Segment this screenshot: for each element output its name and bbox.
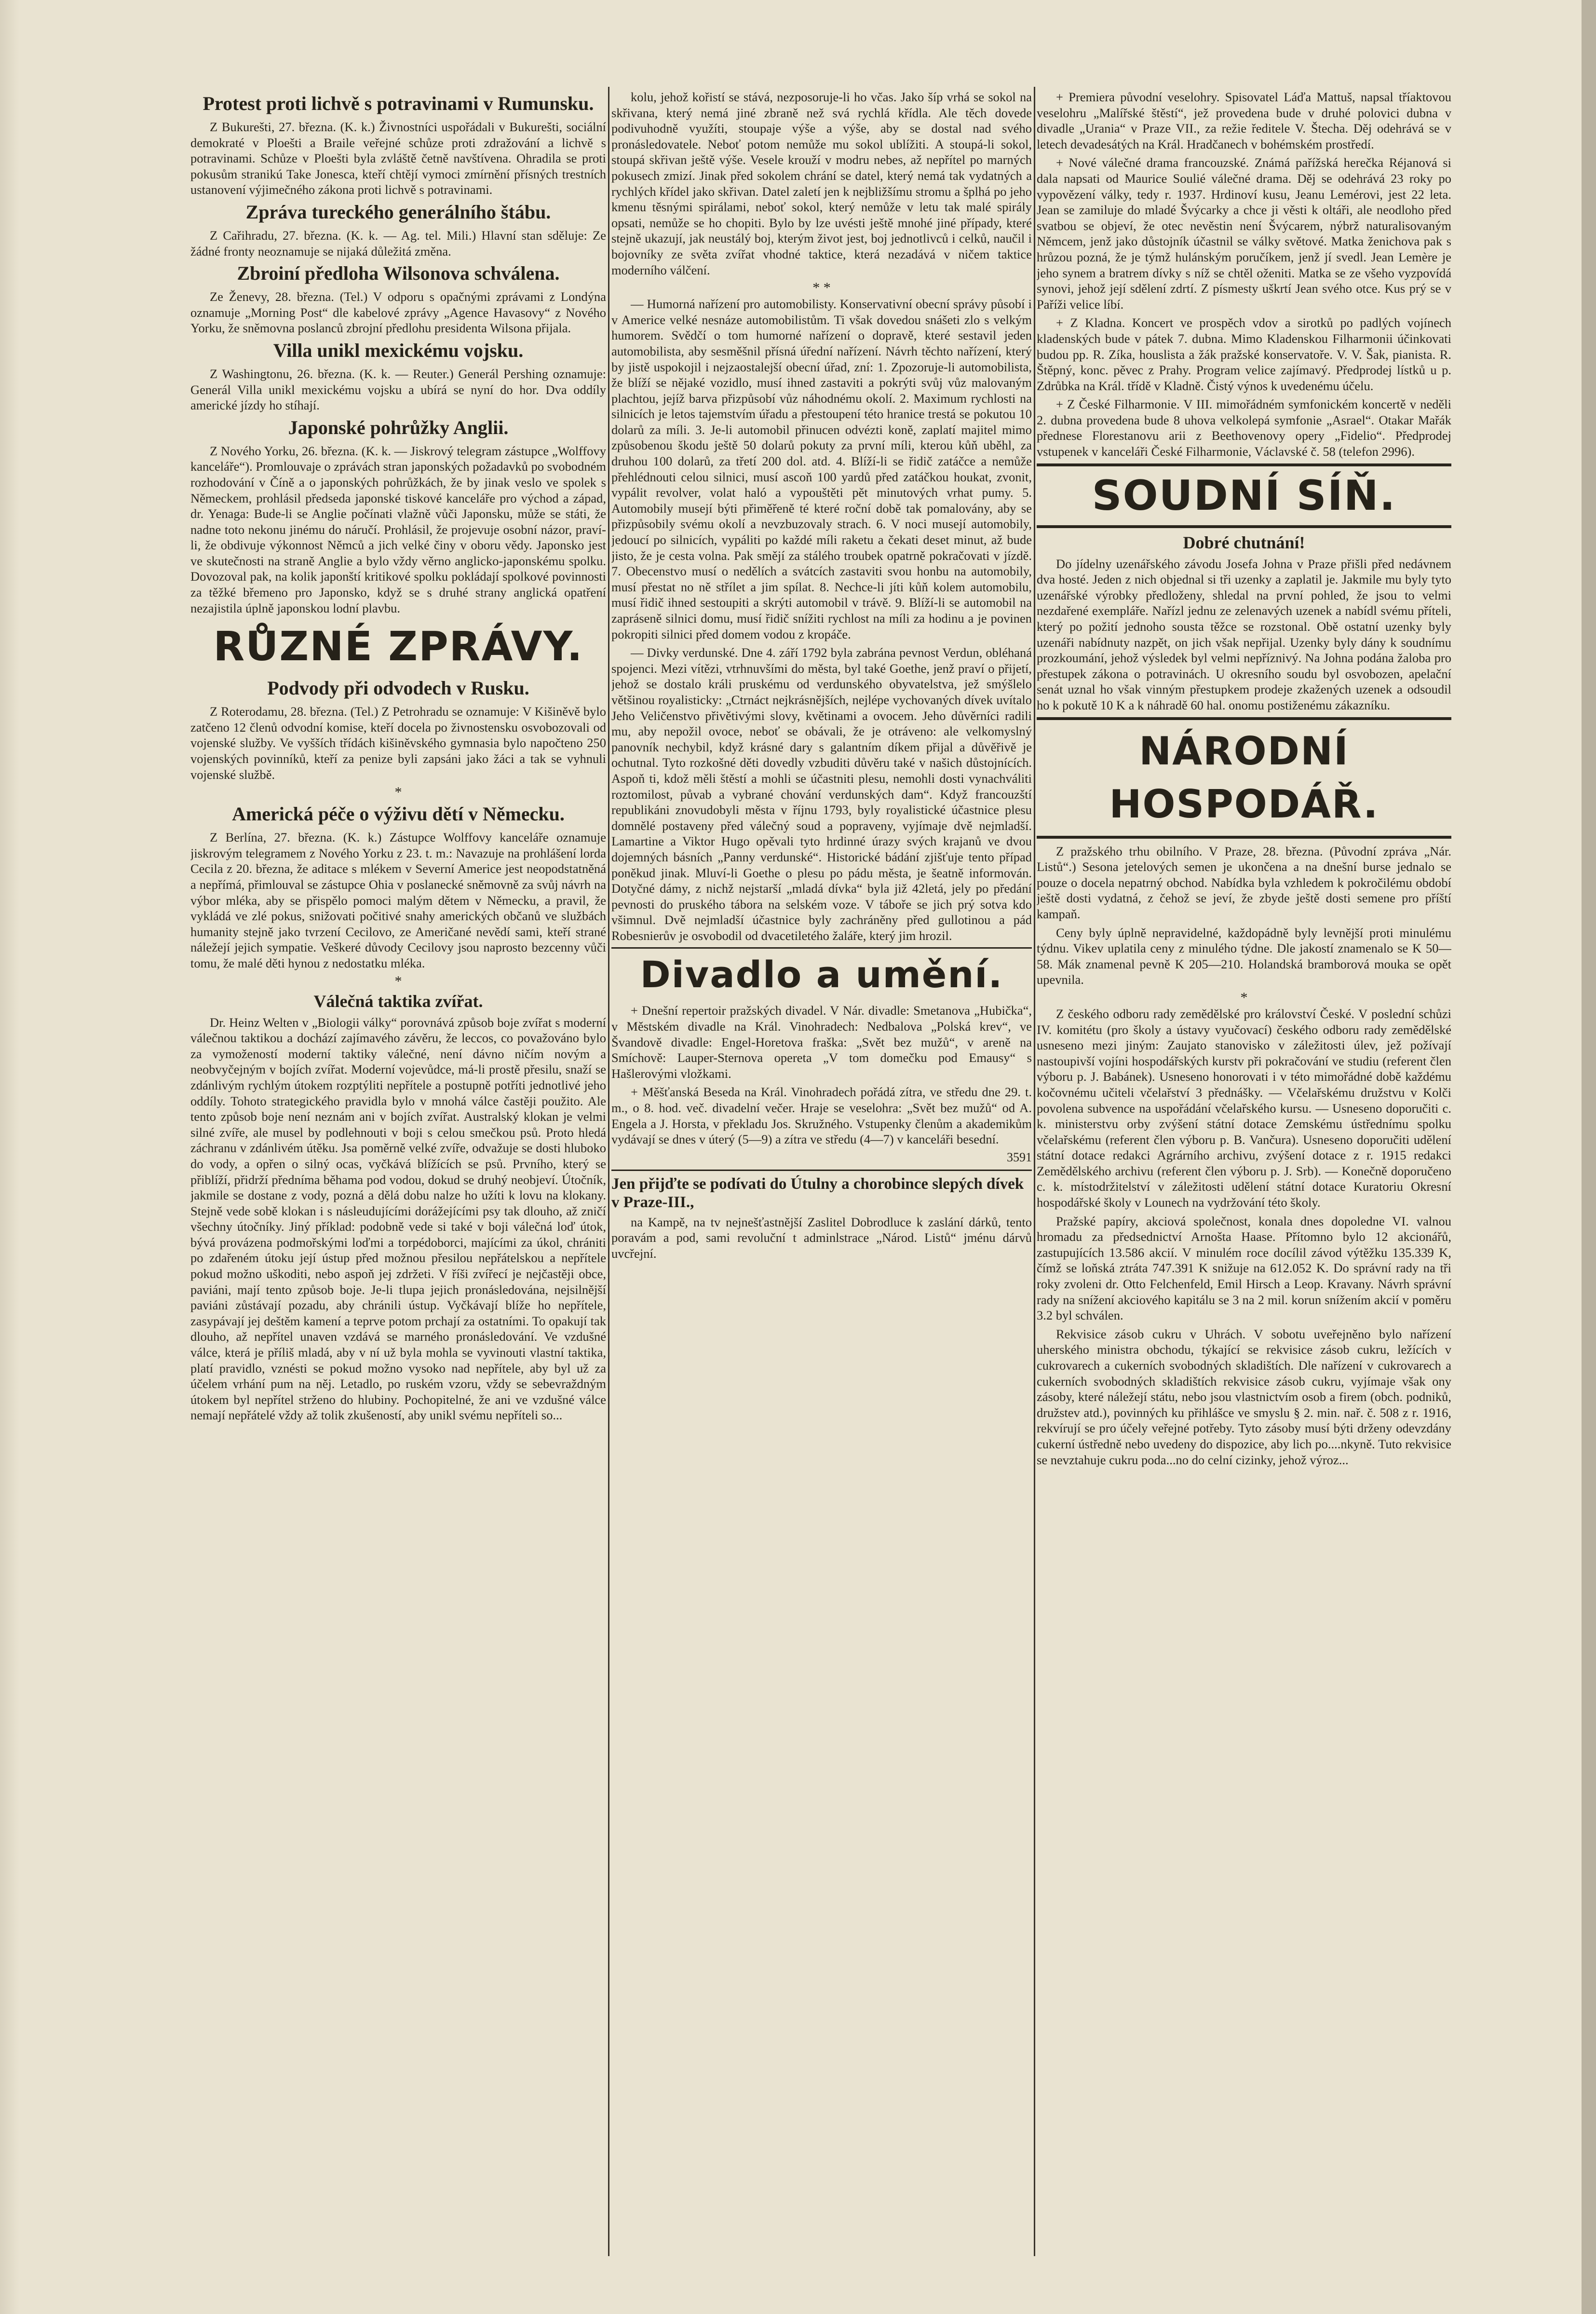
article-paragraph: Dr. Heinz Welten v „Biologii války“ porovnává způsob boje zvířat s moderní válečnou taktikou a dochází zajímavého závěru, že leccos, co považováno bylo za vymožeností moderní taktiky válečné, není dávno ničím novým a neobvyčejným v bojích zvířat. Moderní vojevůdce, má-li prostě přesilu, snaží se zdánlivým rychlým útokem rozptýliti nepřítele a postupně potříti jednotlivé jeho oddíly. Tohoto strategického pravidla bylo v mnohá válce častěji použito. Ale tento způsob boje není neznám ani v bojích zvířat. Australský klokan je velmi silné zvíře, ale musel by podlehnouti v boji s celou smečkou psů. Proto hledá záchranu v zdánlivém útěku. Jsa poměrně velké zvíře, odvažuje se dosti hluboko do vody, a opřen o silný ocas, vyčkává blížících se psů. Prvního, který se přiblíží, přidrží předníma běhama pod vodou, dokud se druhý neobjeví. Útočník, jakmile se dostane z vody, pozná a dělá dobu nalze ho užíti k lovu na klokany. Stejně vede sobě klokan i s násleudujícími dorážejícími psy tak dlouho, až zničí všechny útočníky. Jiný příklad: podobně vede si také v boji válečná loď útok, bývá provázena podmořskými loďmi a torpédoborci, majícími za úkol, chrániti po zdařeném útoku její ústup před možnou přesilou nepřátelskou a nepřítele pokud možno uškoditi, nebo aspoň jej zdržeti. V říši zvířecí je nejčastěji obce, paviáni, mají tento způsob boje. Je-li tlupa jejich pronásledována, nejsilnější paviáni zůstávají pozadu, aby chránili ústup. Vyčkávají blíže ho nepřítele, zasypávají jej deštěm kamení a teprve potom prchají za ostatními. To opakují tak dlouho, až nepřítel unaven vzdává se marného pronásledování. Ve vzdušné válce, která je příliš mladá, aby v ní už byla mohla se vyvinouti vlastní taktika, platí pravidlo, vznésti se pokud možno vysoko nad nepřítele, aby byl už za účelem vrhání pum na něj. Letadlo, po ruském vzoru, vždy se sebevraždným útokem byl nepřítel strženo do hlubiny. Pochopitelné, že ani ve vzdušné válce nemají nepřátelé vždy až tolik zkušeností, aby unikl svému nepříteli so... <box>190 1015 606 1423</box>
page-edge <box>1582 0 1596 2314</box>
article-paragraph: Z Bukurešti, 27. března. (K. k.) Živnostníci uspořádali v Bukurešti, sociální demokraté v Ploešti a Braile veřejné schůze proti zdražování a lichvě s potravinami. Schůze v Ploešti byla zvláště četně navštívena. Ohradila se proti pokusům stranikú Take Jonesca, kteří chtějí vymoci zmírnění přísných trestních ustanovení výjimečného zákona proti lichvě s potravinami. <box>190 120 606 197</box>
headline: Podvody při odvodech v Rusku. <box>267 677 529 699</box>
article-paragraph: + Z České Filharmonie. V III. mimořádném symfonickém koncertě v neděli 2. dubna provedena bude 8 uhova velkolepá symfonie „Asrael“. Otakar Mařák přednese Florestanovu arii z Beethovenovy opery „Fidelio“. Předprodej vstupenek v kanceláři České Filharmonie, Václavské č. 58 (telefon 2996). <box>1037 397 1451 459</box>
article-paragraph: Pražské papíry, akciová společnost, konala dnes dopoledne VI. valnou hromadu za předsednictví Arnošta Haase. Přítomno bylo 12 akcionářů, zastupujících 13.586 akcií. V minulém roce docílil závod výtěžku 135.339 K, čímž se loňská ztráta 747.391 K snižuje na 612.052 K. Do správní rady na tři roky zvoleni dr. Otto Felchenfeld, Emil Hirsch a Leop. Kravany. Návrh správní rady na snížení akciového kapitálu se 3 na 2 mil. korun snížením akcií v poměru 3.2 byl schválen. <box>1037 1213 1451 1323</box>
subheadline: Dobré chutnání! <box>1183 532 1305 552</box>
article-paragraph: + Z Kladna. Koncert ve prospěch vdov a sirotků po padlých vojínech kladenských bude v pátek 7. dubna. Mimo Kladenskou Filharmonii účinkovati budou pp. R. Zíka, houslista a žák pražské konservatoře. V. V. Šak, pianista. R. Štěpný, konc. pěvec z Prahy. Program velice zajímavý. Předprodej lístků u p. Zdrůbka na Král. třídě v Kladně. Čistý výnos k uvedenému účelu. <box>1037 315 1451 393</box>
article-paragraph: Z Washingtonu, 26. března. (K. k. — Reuter.) Generál Pershing oznamuje: Generál Villa unikl mexickému vojsku a ubírá se nyní do hor. Dva oddíly americké jízdy ho stíhají. <box>190 366 606 413</box>
article-paragraph: + Nové válečné drama francouzské. Známá pařížská herečka Réjanová si dala napsati od Maurice Soulié válečné drama. Děj se odehrává 23 roky po vypovězení války, tedy r. 1937. Hrdinoví kusu, Jeanu Lemérovi, jest 22 leta. Jean se zamiluje do mladé Švýcarky a chce ji věsti k oltáři, ale neodloho před svatbou se objeví, že otec nevěstin není Švýcarem, nýbrž naturalisovaným Němcem, jenž jako důstojník účastnil se války světové. Matka ženichova pak s hrůzou pozná, že je týmž hulánským poručíkem, jenž jí svedl. Jean Lemère je jeho synem a bratrem dívky s níž se chtěl oženiti. Matka se ze všeho vyzpovídá synovi, jehož její sdělení zdrtí. Z písmesty uškrtí Jean svého otce. Kus prý se v Paříži velice líbí. <box>1037 155 1451 312</box>
article-paragraph: Z českého odboru rady zemědělské pro království České. V poslední schůzi IV. komitétu (pro školy a ústavy vyučovací) českého odboru rady zemědělské usneseno mezi jiným: Zaujato stanovisko v záležitosti úlev, jež požívají nastoupivší vojíni hospodářských kurstv při pokračování ve studiu (referent člen výboru p. J. Babánek). Usneseno honorovati i v této mimořádné době každému kočovnému učiteli včelařství 3 přednášky. — Včelařskému družstvu v Kolči povolena subvence na uspořádání včelařského kursu. — Usneseno doporučiti c. k. ministerstvu orby zvýšení státní dotace Zemskému ústřednímu spolku včelařskému (referent člen výboru p. B. Vančura). Usneseno doporučiti udělení státní dotace redakci Agrárního archivu, zvýšení dotace z r. 1915 redakci Zemědělského archivu (referent člen výboru p. J. Srb). — Konečně doporučeno c. k. místodržitelství v záležitosti udělení státní dotace Kuratoriu Okresní hospodářské školy v Lounech na vydržování této školy. <box>1037 1006 1451 1210</box>
article-paragraph: na Kampě, na tv nejnešťastnější Zaslitel Dobrodluce k zaslání dárků, tento poravám a pod, sami revoluční t adminlstrace „Národ. Listů“ jménu dárvů uvcřejní. <box>611 1214 1032 1261</box>
headline: Americká péče o výživu dětí v Německu. <box>232 803 565 825</box>
headline: Zbroiní předloha Wilsonova schválena. <box>237 262 560 285</box>
article-paragraph: + Dnešní repertoir pražských divadel. V Nár. divadle: Smetanova „Hubička“, v Městském divadle na Král. Vinohradech: Nedbalova „Polská krev“, ve Švandově divadle: Engel-Horetova fraška: „Svět bez mužů“, v areně na Smíchově: Lauper-Sternova opereta „V tom domečku pod Emausy“ s Hašlerovými vložkami. <box>611 1003 1032 1081</box>
column-middle <box>611 89 1032 2256</box>
article-paragraph: + Měšťanská Beseda na Král. Vinohradech pořádá zítra, ve středu dne 29. t. m., o 8. hod. več. divadelní večer. Hraje se veselohra: „Svět bez mužů“ od A. Engela a J. Horsta, v překladu Jos. Skružného. Vstupenky členům a akademikům vydávají se dnes v úterý (5—9) a zítra ve středu (4—7) v kanceláři besední. <box>611 1085 1032 1147</box>
article-paragraph: Z Nového Yorku, 26. března. (K. k. — Jiskrový telegram zástupce „Wolffovy kanceláře“). Promlouvaje o zprávách stran japonských požadavků po svobodném rozhodování v Číně a o japonských pohrůžkách, že by jinak veslo ve spolek s Německem, prohlásil předseda japonské tiskové kanceláře pro východ a západ, dr. Yenaga: Bude-li se Anglie počínati vlažně vůči Japonsku, může se státi, že nadne toto nekonu jinému do náručí. Prohlásil, že projevuje osobní názor, praví-li, že obdivuje výkonnost Němců a jich velké činy v oboru vědy. Japonsko jest ve skutečnosti na straně Anglie a bylo vždy věrno anglicko-japonskému spolku. Dovozoval pak, na kolik japonští kritikové spolku pokládají spolkové povinnosti za těžké břemeno pro Japonsko, když se s druhé strany anglická opatření nezajistila úplně japonskou lodní plavbu. <box>190 443 606 615</box>
section-heading: Divadlo a umění. <box>611 947 1032 998</box>
article-paragraph: Z Cařihradu, 27. března. (K. k. — Ag. tel. Mili.) Hlavní stan sděluje: Ze žádné fronty neoznamuje se nijaká důležitá změna. <box>190 228 606 259</box>
subheadline: Válečná taktika zvířat. <box>313 991 483 1011</box>
separator-asterisk: * <box>1240 989 1248 1006</box>
page-shadow <box>0 0 19 2314</box>
article-paragraph: — Divky verdunské. Dne 4. září 1792 byla zabrána pevnost Verdun, obléhaná spojenci. Mezi vítězi, vtrhnuvšími do města, byl také Goethe, jenž praví o přijetí, jehož se dostalo králi pruskému od verdunského obyvatelstva, jež smýšlelo většinou royalisticky: „Ctrnáct nejkrásnějších, nejlépe vychovaných dívek uvítalo Jeho Veličenstvo přivětivými slovy, květinami a ovocem. Jeho důvěrníci radili mu, aby nepožil ovoce, neboť se obávali, že je otráveno: ale velkomyslný panovník nechybil, když krásné dary s galantním díkem přijal a důvěřivě je ochutnal. Tyto rozkošné děti dovedly vzbuditi důvěru také v našich důstojnících. Aspoň ti, kdož měli štěstí a mohli se účastniti plesu, nemohli dosti vynachváliti roztomilost, půvab a vybrané chování verdunských dam“. Když francouzští republikáni znovudobyli města v říjnu 1793, byly royalistické účastnice plesu domnělé postaveny před válečný soud a popraveny, vyjímaje dvě nejmladší. Lamartine a Viktor Hugo opěvali tyto hrdinné úrazy svých krajanů ve dvou dojemných básních „Panny verdunské“. Historické bádání zjišťuje tento případ poněkud jinak. Mluví-li Goethe o plesu po pádu města, je šeatně informován. Dotyčné dámy, z nichž nejstarší „mladá dívka“ byla již 42letá, jely po předání pevnosti do pruského tábora na selském voze. V táboře se jich prý sotva kdo všimnul. Dvě nejmladší účastnice byly zachráněny před gullotinou a pád Robesnierův je osvobodil od dvacetiletého žaláře, který jim hrozil. <box>611 645 1032 943</box>
article-paragraph: Z Roterodamu, 28. března. (Tel.) Z Petrohradu se oznamuje: V Kišiněvě bylo zatčeno 12 členů odvodní komise, kteří docela po živnostensku osvobozovali od vojenské služby. Ve vyšších třídách kišiněvského gymnasia bylo napočteno 250 vojenských povinníků, kteří za penize byli zapsáni jako žáci a tak se vyhnuli vojenské službě. <box>190 704 606 782</box>
article-paragraph: Ceny byly úplně nepravidelné, každopádně byly levnější proti minulému týdnu. Vikev uplatila ceny z minulého týdne. Dle jakostí znamenalo se K 50—58. Mák znamenal pevně K 205—210. Holandská bramborová mouka se opět upevnila. <box>1037 925 1451 987</box>
column-left <box>190 89 606 2256</box>
article-paragraph: Ze Ženevy, 28. března. (Tel.) V odporu s opačnými zprávami z Londýna oznamuje „Morning Post“ dle kabelové zprávy „Agence Havasovy“ z Nového Yorku, že sněmovna poslanců zbrojní předlohu presidenta Wilsona přijala. <box>190 289 606 336</box>
headline: Zpráva tureckého generálního štábu. <box>245 201 551 223</box>
article-paragraph: kolu, jehož kořistí se stává, nezposoruje-li ho včas. Jako šíp vrhá se sokol na skřivana, který nemá jiné zbraně než svá rychlá křídla. Ale těch dovede podivuhodně využíti, stoupaje výše a výše, aby se dostal nad svého pronásledovatele. Neboť potom nemůže mu sokol ublížiti. A stoupá-li sokol, stoupá skřivan ještě výše. Vesele krouží v modru nebes, až nepřítel po marných pokusech zmizí. Jinak před sokolem chrání se datel, který nemá tak vydatných a rychlých křídel jako skřivan. Datel zaletí jen k nejbližšímu stromu a šplhá po jeho kmenu těsnými spirálami, neboť sokol, který nemůže v letu tak malé spirály opsati, nemůže se ho chopiti. Bylo by lze uvésti ještě mnohé jiné případy, které stejně ukazují, jak neustálý boj, kterým život jest, boj jednotlivců i celků, naučil i bojovníky ze světa zvířat vhodné taktice, která nezadává v ničem taktice moderního válčení. <box>611 90 1032 277</box>
column-right <box>1037 89 1451 2256</box>
headline: Japonské pohrůžky Anglii. <box>288 416 509 438</box>
column-rule-2 <box>1034 87 1035 2256</box>
article-paragraph: Z pražského trhu obilního. V Praze, 28. března. (Původní zpráva „Nár. Listů“.) Sesona jetelových semen je ukončena a na dnešní burse jednalo se pouze o docela nepatrný obchod. Nabídka byla vzhledem k pokročilému období ještě dosti vydatná, z čehož se jeví, že zbyde ještě dosti semene pro příští kampaň. <box>1037 844 1451 921</box>
section-heading: RŮZNÉ ZPRÁVY. <box>213 623 583 670</box>
separator-asterisk: * * <box>812 280 831 296</box>
section-heading: NÁRODNÍ HOSPODÁŘ. <box>1037 717 1451 839</box>
separator-asterisk: * <box>394 784 402 801</box>
article-paragraph: Do jídelny uzenářského závodu Josefa Johna v Praze přišli před nedávnem dva hosté. Jeden z nich objednal si tři uzenky a zaplatil je. Jakmile mu byly tyto uzenářské výrobky předloženy, shledal na první pohled, že jsou to velmi nezdařené exempláře. Nařízl jednu ze zelenavých uzenek a nabídl svému příteli, který po požití jednoho sousta těžce se rozstonal. Obě ostatní uzenky byly uzenáři nabídnuty nazpět, on jich však nepřijal. Uzenky byly dány k soudnímu prozkoumání, jehož výsledek byl velmi nepříznivý. Na Johna podána žaloba pro přestupek zákona o potravinách. U okresního soudu byl osvobozen, apelační senát uznal ho však vinným přestupkem prodeje zkažených uzenek a odsoudil ho k pokutě 10 K a k náhradě 60 hal. onomu postiženému zákazníku. <box>1037 556 1451 712</box>
notice-heading: Jen přijďte se podívati do Útulny a chorobince slepých dívek v Praze-III., <box>611 1170 1032 1211</box>
article-paragraph: Rekvisice zásob cukru v Uhrách. V sobotu uveřejněno bylo nařízení uherského ministra obchodu, týkající se rekvisice zásob cukru, ležících v cukrovarech a cukerních svobodných skladištích. Dle nařízení v cukrovarech a cukerních svobodných skladištích rekvisice zásob cukru, vyjímaje však ony zásoby, které náležejí státu, nebo jsou vlastnictvím osob a firem (obch. podniků, družstev atd.), povinných ku přihlášce ve smyslu § 2. min. nař. č. 508 z r. 1916, rekvírují se pro účely veřejné potřeby. Tyto zásoby musí býti drženy odevzdány cukerní ústředně nebo uvedeny do dispozice, aby lich po....nkyně. Tuto rekvisice se nevztahuje cukru poda...no do celní cizinky, jehož výroz... <box>1037 1326 1451 1467</box>
headline: Protest proti lichvě s potravinami v Rumunsku. <box>203 93 594 114</box>
headline: Villa unikl mexickému vojsku. <box>273 339 524 361</box>
article-paragraph: Z Berlína, 27. března. (K. k.) Zástupce Wolffovy kanceláře oznamuje jiskrovým telegramem z Nového Yorku z 23. t. m.: Navazuje na prohlášení lorda Cecila z 20. března, že aditace s mlékem v Severní Americe jest neopodstatněná a nepřímá, přimlouval se zástupce Ohia v poslanecké sněmovně za svůj návrh na výbor mléka, aby se přispělo pomoci malým dětem v Německu, a pravil, že vykládá ve zlé pokus, snižovati počitivé snahy amerických občanů ve službách humanity stejně jako tvrzení Cecilovo, ze Američané nevědí sami, kteří strané náležejí jejich sympatie. Veškeré důvody Cecilovy jsou naprosto bezcenny vůči tomu, že malé děti hynou z nedostatku mléka. <box>190 830 606 970</box>
separator-asterisk: * <box>394 973 402 989</box>
column-rule-1 <box>608 87 609 2256</box>
article-paragraph: + Premiera původní veselohry. Spisovatel Láďa Mattuš, napsal tříaktovou veselohru „Malířské štěstí“, jež provedena bude v druhé polovici dubna v divadle „Urania“ v Praze VII., za režie ředitele V. Štecha. Děj odehrává se v letech devadesátých na Král. Hradčanech v bohémském prostředí. <box>1037 90 1451 151</box>
article-paragraph: — Humorná nařízení pro automobilisty. Konservativní obecní správy působí i v Americe velké nesnáze automobilistům. Ti však dovedou snášeti zlo s velkým humorem. Svědčí o tom humorné nařízení o dopravě, které sestavil jeden automobilista, aby sesměšnil přísná úřední nařízení. Návrh těchto nařízení, který by jistě uspokojil i nejzaostalejší obecní úřad, zní: 1. Zpozoruje-li automobilista, že blíží se nějaké vozidlo, musí ihned zastaviti a pokrýti svůj vůz malovaným plachtou, jejíž barva přizpůsobí vůz náhodnému okolí. 2. Maximum rychlosti na silnicích je letos tajemstvím úřadu a přestoupení této hranice trestá se pokutou 10 dolarů za míli. 3. Je-li automobil přinucen odvézti koně, zaplatí majitel mimo způsobenou škodu ještě 50 dolarů pokuty za první míli, kterou kůň uběhl, za druhou 100 dolarů, za třetí 200 dol. atd. 4. Blíží-li se řidič zatáčce a nemůže přehlédnouti celou silnici, musí ascoň 100 yardů před zatáčkou houkat, zvonit, vypálit revolver, volat haló a vypouštěti pět minutových vrhat pumy. 5. Automobily musejí býti přiměřeně té které roční době tak pomalovány, aby se přizpůsobily svému okolí a nevzbuzovaly strach. 6. V noci musejí automobily, jedoucí po silnicích, vypáliti po každé míli raketu a čekati deset minut, až bude jisto, že je cesta volna. Pak smějí za stálého troubek opatrně pokračovati v jízdě. 7. Obecenstvo musí o nedělích a svátcích zastaviti svou honbu na automobily, musí přestat no ně střílet a jim spílat. 8. Nechce-li jíti kůň kolem automobilu, musí řidič ihned sestoupiti a skrýti automobil v trávě. 9. Blíží-li se automobil na zapráseně silnici domu, musí řidič snížiti rychlost na míli za hodinu a je povinen pokropiti silnici před domem vodou z kropáče. <box>611 297 1032 641</box>
section-heading: SOUDNÍ SÍŇ. <box>1037 463 1451 528</box>
reference-number: 3591 <box>1007 1150 1032 1164</box>
